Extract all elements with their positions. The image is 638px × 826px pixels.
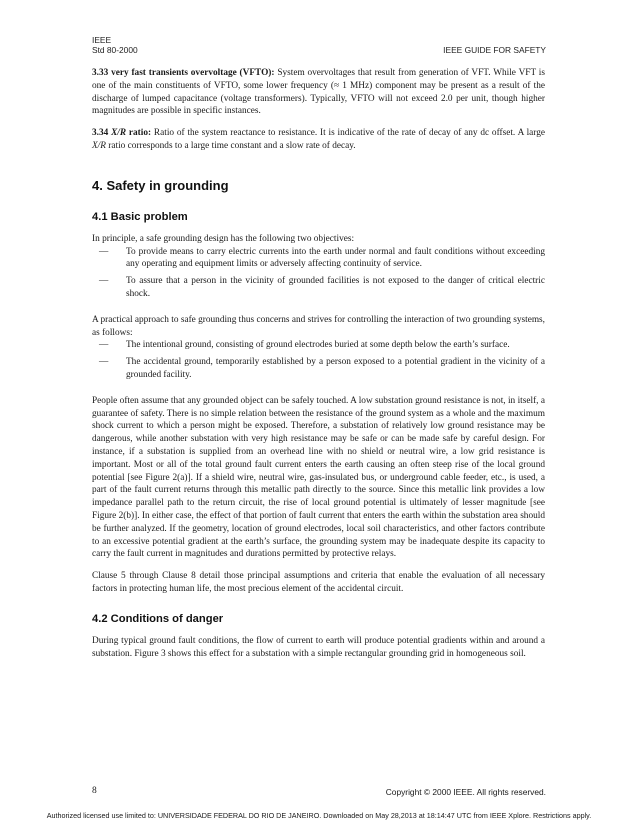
section-4-heading: 4. Safety in grounding bbox=[92, 177, 229, 193]
list-item: — The accidental ground, temporarily established by a person exposed to a potential gradient in the vicinity of a grounded facility. bbox=[99, 357, 545, 380]
ground-resistance-paragraph: People often assume that any grounded object can be safely touched. A low substation ground resistance is not, in itself, a guarantee of safety. There is no simple relation between the resistance of the ground system as a whole and the maximum shock current to which a person might be exposed. Therefore, a substation of relatively low ground resistance may be dangerous, while another substation with very high resistance may be safe or can be made safe by careful design. For instance, if a substation is supplied from an overhead line with no shield or neutral wire, a low grid resistance is important. Most or all of the total ground fault current enters the earth causing an often steep rise of the local ground potential [see Figure 2(a)]. If a shield wire, neutral wire, gas-insulated bus, or underground cable feeder, etc., is used, a part of the fault current returns through this metallic path directly to the source. Since this metallic link provides a low impedance parallel path to the return circuit, the rise of local ground potential is ultimately of lesser magnitude [see Figure 2(b)]. In either case, the effect of that portion of fault current that enters the earth within the substation area should be further analyzed. If the geometry, location of ground electrodes, local soil characteristics, and other factors contribute to an excessive potential gradient at the earth’s surface, the grounding system may be inadequate despite its capacity to carry the fault current in magnitudes and durations permitted by protective relays. bbox=[92, 395, 545, 560]
section-4-2-paragraph: During typical ground fault conditions, the flow of current to earth will produce potential gradients within and around a substation. Figure 3 shows this effect for a substation with a simple rectangular grounding grid in homogeneous soil. bbox=[92, 635, 545, 659]
list-item: — To assure that a person in the vicinity of grounded facilities is not exposed to the danger of critical electric shock. bbox=[99, 276, 545, 299]
definition-term-ratio: ratio: bbox=[126, 128, 152, 139]
page-body bbox=[92, 67, 545, 660]
header-left bbox=[92, 35, 138, 55]
definition-number: 3.34 bbox=[92, 128, 112, 139]
dash-marker: — bbox=[99, 340, 109, 351]
definition-term: 3.33 very fast transients overvoltage (VFTO): bbox=[92, 68, 275, 78]
clause-reference-paragraph: Clause 5 through Clause 8 detail those principal assumptions and criteria that enable the evaluation of all necessary factors in protecting human life, the most precious element of the accidental circuit. bbox=[92, 571, 545, 594]
grounding-systems-list bbox=[92, 339, 545, 381]
definition-xr-inline: X/R bbox=[92, 140, 106, 151]
definition-text: Ratio of the system reactance to resistance. It is indicative of the rate of decay of any dc offset. A large bbox=[151, 128, 545, 139]
definition-3-33 bbox=[92, 67, 545, 118]
dash-marker: — bbox=[99, 357, 109, 368]
list-item: — To provide means to carry electric currents into the earth under normal and fault conditions without exceeding any operating and equipment limits or adversely affecting continuity of service. bbox=[99, 246, 545, 270]
header-org: IEEE bbox=[92, 35, 112, 45]
dash-marker: — bbox=[99, 246, 109, 257]
definition-term-xr: X/R bbox=[111, 128, 127, 139]
header-std-number: Std 80-2000 bbox=[92, 45, 138, 55]
license-notice: Authorized licensed use limited to: UNIVERSIDADE FEDERAL DO RIO DE JANEIRO. Downloaded on May 28,2013 at 18:14:47 UTC from IEEE Xplore. Restrictions apply. bbox=[46, 811, 592, 820]
definition-text: System overvoltages that result from generation of VFT. While VFT is one of the main constituents of VFTO, some lower frequency (≈ 1 MHz) component may be present as a result of the discharge of lumped capacitance (voltage transformers). Typically, VFTO will not exceed 2.0 per unit, though higher magnitudes are possible in specific instances. bbox=[92, 68, 545, 117]
page-number: 8 bbox=[92, 786, 97, 796]
approach-paragraph: A practical approach to safe grounding thus concerns and strives for controlling the interaction of two grounding systems, as follows: bbox=[92, 314, 545, 338]
copyright-notice: Copyright © 2000 IEEE. All rights reserved. bbox=[385, 787, 546, 797]
section-4-1-intro: In principle, a safe grounding design has the following two objectives: bbox=[92, 233, 355, 244]
objectives-list bbox=[92, 246, 545, 301]
dash-marker: — bbox=[99, 276, 109, 287]
section-4-2-heading: 4.2 Conditions of danger bbox=[92, 612, 224, 625]
section-4-1-heading: 4.1 Basic problem bbox=[92, 210, 188, 223]
list-item: — The intentional ground, consisting of ground electrodes buried at some depth below the earth’s surface. bbox=[99, 340, 510, 351]
definition-3-34 bbox=[92, 127, 545, 153]
definition-text-cont: ratio corresponds to a large time constant and a slow rate of decay. bbox=[105, 140, 356, 151]
header-running-title: IEEE GUIDE FOR SAFETY bbox=[443, 45, 546, 55]
